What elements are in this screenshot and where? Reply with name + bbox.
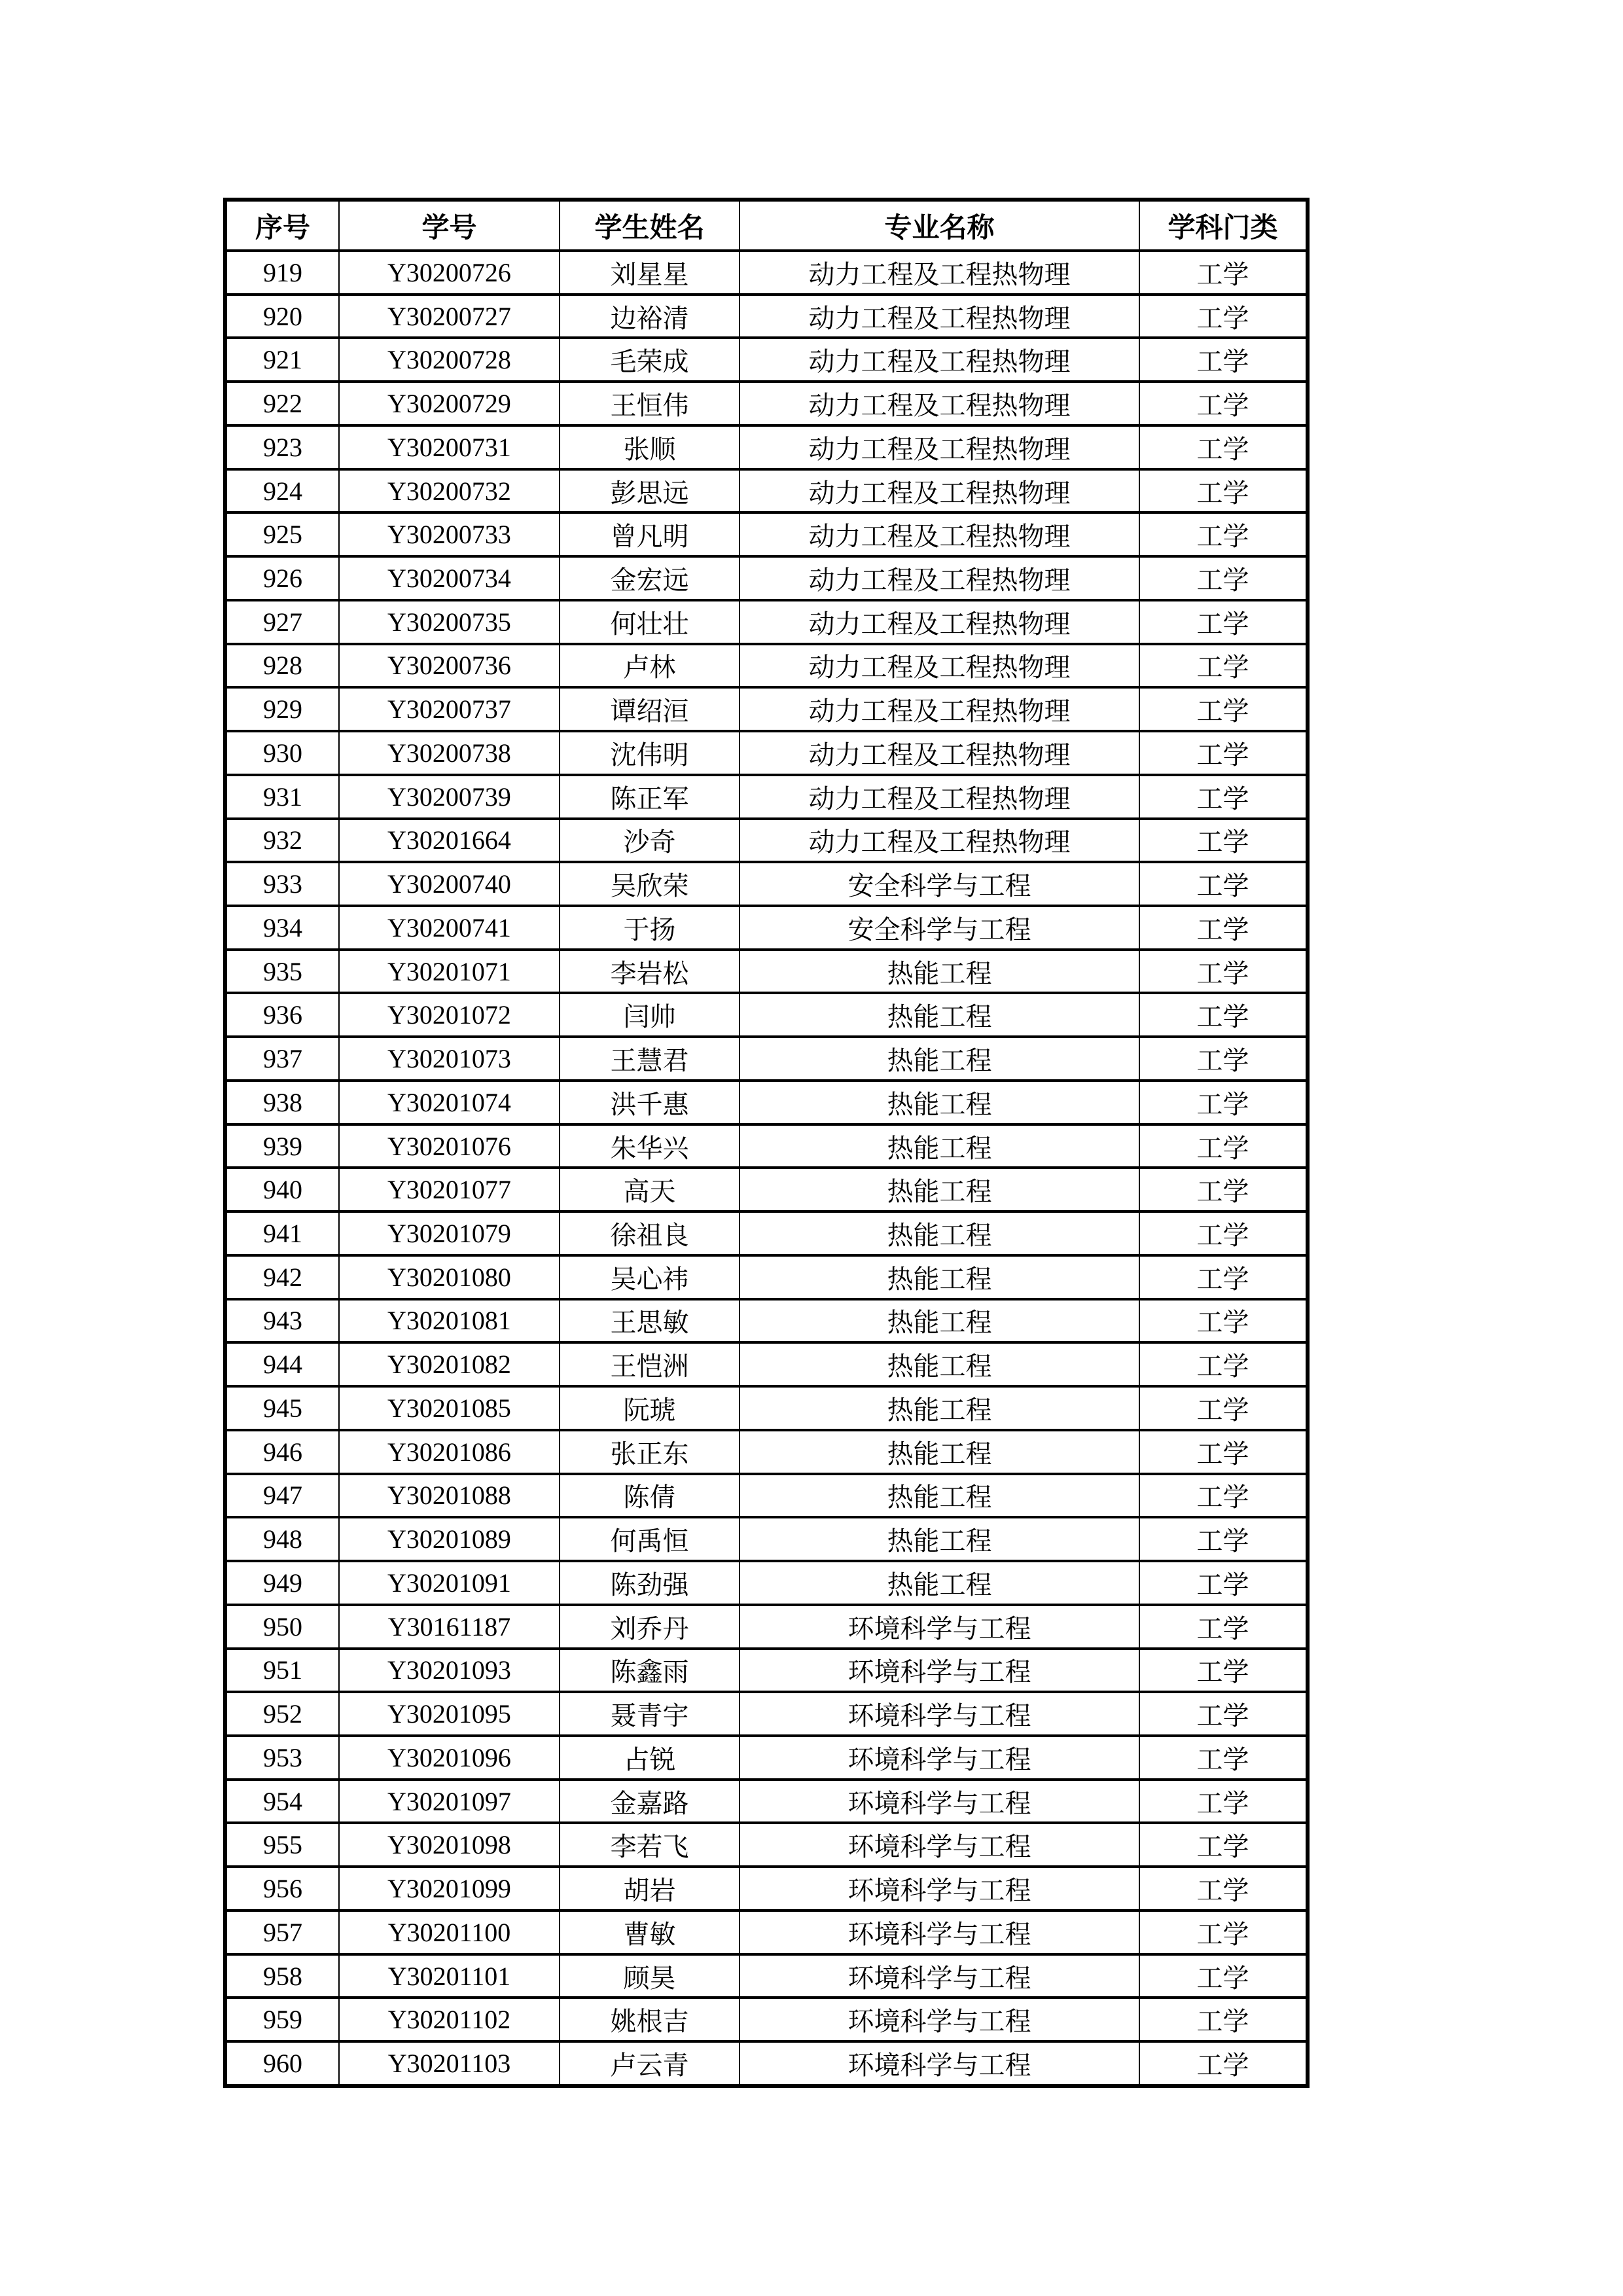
cell-student-name: 金宏远 [560, 556, 740, 600]
table-row [225, 1823, 1308, 1867]
cell-student-name: 吴欣荣 [560, 862, 740, 906]
table-row [225, 1211, 1308, 1255]
cell-student-name: 张正东 [560, 1430, 740, 1474]
cell-major-name: 安全科学与工程 [740, 906, 1139, 950]
cell-student-id: Y30201093 [339, 1649, 560, 1693]
cell-student-name: 王慧君 [560, 1037, 740, 1081]
cell-student-name: 卢林 [560, 644, 740, 688]
cell-discipline-category: 工学 [1139, 993, 1308, 1037]
cell-serial-number: 928 [225, 644, 339, 688]
cell-serial-number: 936 [225, 993, 339, 1037]
cell-serial-number: 945 [225, 1386, 339, 1430]
cell-serial-number: 958 [225, 1954, 339, 1998]
cell-student-name: 刘星星 [560, 251, 740, 295]
table-row [225, 1736, 1308, 1780]
cell-student-id: Y30201096 [339, 1736, 560, 1780]
cell-major-name: 环境科学与工程 [740, 1998, 1139, 2041]
cell-serial-number: 954 [225, 1780, 339, 1823]
cell-student-id: Y30201091 [339, 1561, 560, 1605]
cell-serial-number: 930 [225, 731, 339, 775]
cell-student-id: Y30200739 [339, 775, 560, 819]
cell-student-name: 陈倩 [560, 1474, 740, 1518]
table-row [225, 862, 1308, 906]
table-row [225, 469, 1308, 513]
cell-student-name: 曾凡明 [560, 512, 740, 556]
cell-student-name: 边裕清 [560, 295, 740, 338]
cell-serial-number: 946 [225, 1430, 339, 1474]
cell-discipline-category: 工学 [1139, 1692, 1308, 1736]
cell-student-name: 陈劲强 [560, 1561, 740, 1605]
cell-discipline-category: 工学 [1139, 1255, 1308, 1299]
cell-student-id: Y30201080 [339, 1255, 560, 1299]
cell-major-name: 动力工程及工程热物理 [740, 819, 1139, 863]
cell-student-name: 于扬 [560, 906, 740, 950]
cell-discipline-category: 工学 [1139, 2041, 1308, 2086]
cell-major-name: 热能工程 [740, 1081, 1139, 1124]
cell-discipline-category: 工学 [1139, 1124, 1308, 1168]
cell-major-name: 环境科学与工程 [740, 1954, 1139, 1998]
cell-student-name: 刘乔丹 [560, 1605, 740, 1649]
cell-discipline-category: 工学 [1139, 1037, 1308, 1081]
cell-student-id: Y30200741 [339, 906, 560, 950]
cell-student-id: Y30201072 [339, 993, 560, 1037]
cell-major-name: 动力工程及工程热物理 [740, 600, 1139, 644]
cell-major-name: 环境科学与工程 [740, 1736, 1139, 1780]
cell-discipline-category: 工学 [1139, 687, 1308, 731]
cell-serial-number: 923 [225, 425, 339, 469]
cell-student-id: Y30201099 [339, 1867, 560, 1910]
cell-major-name: 动力工程及工程热物理 [740, 644, 1139, 688]
cell-major-name: 热能工程 [740, 1561, 1139, 1605]
table-row [225, 950, 1308, 994]
cell-major-name: 环境科学与工程 [740, 2041, 1139, 2086]
cell-serial-number: 938 [225, 1081, 339, 1124]
cell-discipline-category: 工学 [1139, 1517, 1308, 1561]
cell-serial-number: 943 [225, 1299, 339, 1343]
cell-discipline-category: 工学 [1139, 338, 1308, 382]
cell-student-name: 闫帅 [560, 993, 740, 1037]
cell-major-name: 热能工程 [740, 1299, 1139, 1343]
table-row [225, 1561, 1308, 1605]
cell-student-name: 胡岩 [560, 1867, 740, 1910]
cell-serial-number: 937 [225, 1037, 339, 1081]
table-row [225, 1780, 1308, 1823]
cell-major-name: 热能工程 [740, 1211, 1139, 1255]
cell-discipline-category: 工学 [1139, 1561, 1308, 1605]
cell-discipline-category: 工学 [1139, 556, 1308, 600]
cell-serial-number: 939 [225, 1124, 339, 1168]
cell-discipline-category: 工学 [1139, 251, 1308, 295]
cell-student-id: Y30161187 [339, 1605, 560, 1649]
table-row [225, 819, 1308, 863]
cell-serial-number: 940 [225, 1168, 339, 1211]
cell-discipline-category: 工学 [1139, 906, 1308, 950]
cell-discipline-category: 工学 [1139, 1954, 1308, 1998]
cell-student-id: Y30200729 [339, 382, 560, 425]
table-row [225, 731, 1308, 775]
cell-student-id: Y30201081 [339, 1299, 560, 1343]
cell-student-name: 洪千惠 [560, 1081, 740, 1124]
cell-discipline-category: 工学 [1139, 1474, 1308, 1518]
cell-student-id: Y30200732 [339, 469, 560, 513]
table-row [225, 1867, 1308, 1910]
table-row [225, 1910, 1308, 1954]
cell-discipline-category: 工学 [1139, 1823, 1308, 1867]
table-row [225, 1517, 1308, 1561]
cell-student-id: Y30201100 [339, 1910, 560, 1954]
cell-student-name: 李岩松 [560, 950, 740, 994]
cell-student-id: Y30200735 [339, 600, 560, 644]
cell-discipline-category: 工学 [1139, 1211, 1308, 1255]
cell-discipline-category: 工学 [1139, 1299, 1308, 1343]
cell-major-name: 环境科学与工程 [740, 1605, 1139, 1649]
table-row [225, 1998, 1308, 2041]
cell-major-name: 热能工程 [740, 993, 1139, 1037]
cell-serial-number: 944 [225, 1342, 339, 1386]
cell-serial-number: 952 [225, 1692, 339, 1736]
table-row [225, 600, 1308, 644]
cell-major-name: 动力工程及工程热物理 [740, 382, 1139, 425]
table-row [225, 1342, 1308, 1386]
cell-major-name: 热能工程 [740, 1517, 1139, 1561]
cell-student-id: Y30200731 [339, 425, 560, 469]
cell-student-name: 陈鑫雨 [560, 1649, 740, 1693]
cell-discipline-category: 工学 [1139, 382, 1308, 425]
cell-major-name: 动力工程及工程热物理 [740, 731, 1139, 775]
cell-discipline-category: 工学 [1139, 512, 1308, 556]
cell-discipline-category: 工学 [1139, 1867, 1308, 1910]
cell-serial-number: 957 [225, 1910, 339, 1954]
cell-serial-number: 960 [225, 2041, 339, 2086]
header-row [225, 200, 1308, 251]
cell-major-name: 动力工程及工程热物理 [740, 338, 1139, 382]
cell-serial-number: 927 [225, 600, 339, 644]
col-header-student-name: 学生姓名 [560, 200, 740, 251]
table-row [225, 251, 1308, 295]
cell-student-name: 陈正军 [560, 775, 740, 819]
cell-student-name: 姚根吉 [560, 1998, 740, 2041]
cell-student-name: 金嘉路 [560, 1780, 740, 1823]
cell-student-name: 沙奇 [560, 819, 740, 863]
cell-major-name: 动力工程及工程热物理 [740, 775, 1139, 819]
cell-student-id: Y30201079 [339, 1211, 560, 1255]
cell-student-id: Y30201076 [339, 1124, 560, 1168]
cell-major-name: 环境科学与工程 [740, 1823, 1139, 1867]
cell-student-id: Y30201103 [339, 2041, 560, 2086]
cell-student-name: 李若飞 [560, 1823, 740, 1867]
cell-discipline-category: 工学 [1139, 862, 1308, 906]
col-header-major-name: 专业名称 [740, 200, 1139, 251]
cell-serial-number: 953 [225, 1736, 339, 1780]
cell-student-id: Y30200740 [339, 862, 560, 906]
table-row [225, 644, 1308, 688]
cell-student-id: Y30200736 [339, 644, 560, 688]
cell-student-name: 徐祖良 [560, 1211, 740, 1255]
cell-serial-number: 942 [225, 1255, 339, 1299]
cell-discipline-category: 工学 [1139, 819, 1308, 863]
table-row [225, 993, 1308, 1037]
cell-serial-number: 959 [225, 1998, 339, 2041]
table-row [225, 556, 1308, 600]
cell-discipline-category: 工学 [1139, 1386, 1308, 1430]
table-row [225, 295, 1308, 338]
cell-student-name: 顾昊 [560, 1954, 740, 1998]
cell-discipline-category: 工学 [1139, 1342, 1308, 1386]
cell-student-name: 高天 [560, 1168, 740, 1211]
cell-major-name: 热能工程 [740, 1255, 1139, 1299]
table-row [225, 1081, 1308, 1124]
cell-student-name: 何壮壮 [560, 600, 740, 644]
table-row [225, 1255, 1308, 1299]
cell-student-id: Y30201102 [339, 1998, 560, 2041]
cell-student-name: 沈伟明 [560, 731, 740, 775]
cell-serial-number: 921 [225, 338, 339, 382]
cell-student-id: Y30200737 [339, 687, 560, 731]
cell-major-name: 动力工程及工程热物理 [740, 425, 1139, 469]
cell-serial-number: 925 [225, 512, 339, 556]
cell-student-name: 何禹恒 [560, 1517, 740, 1561]
col-header-discipline-category: 学科门类 [1139, 200, 1308, 251]
cell-student-id: Y30201101 [339, 1954, 560, 1998]
cell-student-id: Y30201086 [339, 1430, 560, 1474]
cell-serial-number: 926 [225, 556, 339, 600]
cell-serial-number: 924 [225, 469, 339, 513]
table-body [225, 251, 1308, 2086]
cell-student-id: Y30201071 [339, 950, 560, 994]
table-row [225, 1605, 1308, 1649]
table-row [225, 1649, 1308, 1693]
cell-serial-number: 931 [225, 775, 339, 819]
cell-major-name: 环境科学与工程 [740, 1780, 1139, 1823]
cell-discipline-category: 工学 [1139, 600, 1308, 644]
cell-discipline-category: 工学 [1139, 1649, 1308, 1693]
cell-major-name: 动力工程及工程热物理 [740, 556, 1139, 600]
col-header-student-id: 学号 [339, 200, 560, 251]
table-row [225, 1299, 1308, 1343]
table-row [225, 1954, 1308, 1998]
cell-serial-number: 941 [225, 1211, 339, 1255]
cell-serial-number: 935 [225, 950, 339, 994]
cell-serial-number: 922 [225, 382, 339, 425]
cell-serial-number: 956 [225, 1867, 339, 1910]
cell-student-id: Y30200726 [339, 251, 560, 295]
table-row [225, 1692, 1308, 1736]
cell-discipline-category: 工学 [1139, 469, 1308, 513]
cell-student-id: Y30200727 [339, 295, 560, 338]
cell-serial-number: 951 [225, 1649, 339, 1693]
table-row [225, 1386, 1308, 1430]
table-row [225, 906, 1308, 950]
cell-discipline-category: 工学 [1139, 775, 1308, 819]
cell-major-name: 热能工程 [740, 1430, 1139, 1474]
cell-discipline-category: 工学 [1139, 731, 1308, 775]
cell-student-name: 毛荣成 [560, 338, 740, 382]
cell-major-name: 热能工程 [740, 1386, 1139, 1430]
cell-major-name: 热能工程 [740, 1037, 1139, 1081]
cell-major-name: 热能工程 [740, 1342, 1139, 1386]
cell-discipline-category: 工学 [1139, 425, 1308, 469]
cell-student-id: Y30201089 [339, 1517, 560, 1561]
cell-student-name: 王恒伟 [560, 382, 740, 425]
table-row [225, 1474, 1308, 1518]
cell-discipline-category: 工学 [1139, 1998, 1308, 2041]
table-row [225, 1430, 1308, 1474]
cell-major-name: 动力工程及工程热物理 [740, 687, 1139, 731]
col-header-serial-number: 序号 [225, 200, 339, 251]
table-row [225, 2041, 1308, 2086]
table-row [225, 1168, 1308, 1211]
cell-serial-number: 920 [225, 295, 339, 338]
table-row [225, 382, 1308, 425]
cell-serial-number: 947 [225, 1474, 339, 1518]
table-row [225, 1124, 1308, 1168]
cell-major-name: 动力工程及工程热物理 [740, 512, 1139, 556]
cell-student-name: 彭思远 [560, 469, 740, 513]
cell-student-id: Y30201077 [339, 1168, 560, 1211]
cell-serial-number: 933 [225, 862, 339, 906]
cell-major-name: 安全科学与工程 [740, 862, 1139, 906]
cell-discipline-category: 工学 [1139, 644, 1308, 688]
table-row [225, 1037, 1308, 1081]
cell-discipline-category: 工学 [1139, 1910, 1308, 1954]
student-roster-table [223, 198, 1310, 2088]
cell-student-id: Y30201073 [339, 1037, 560, 1081]
cell-major-name: 动力工程及工程热物理 [740, 295, 1139, 338]
cell-student-id: Y30200733 [339, 512, 560, 556]
cell-discipline-category: 工学 [1139, 1780, 1308, 1823]
cell-discipline-category: 工学 [1139, 1430, 1308, 1474]
cell-student-name: 谭绍洹 [560, 687, 740, 731]
cell-student-id: Y30201095 [339, 1692, 560, 1736]
cell-student-id: Y30201088 [339, 1474, 560, 1518]
cell-major-name: 环境科学与工程 [740, 1867, 1139, 1910]
cell-student-id: Y30200734 [339, 556, 560, 600]
cell-serial-number: 950 [225, 1605, 339, 1649]
cell-discipline-category: 工学 [1139, 295, 1308, 338]
table-row [225, 338, 1308, 382]
cell-student-name: 聂青宇 [560, 1692, 740, 1736]
cell-discipline-category: 工学 [1139, 1605, 1308, 1649]
cell-discipline-category: 工学 [1139, 1081, 1308, 1124]
cell-student-name: 占锐 [560, 1736, 740, 1780]
cell-student-id: Y30201085 [339, 1386, 560, 1430]
cell-student-name: 朱华兴 [560, 1124, 740, 1168]
cell-discipline-category: 工学 [1139, 950, 1308, 994]
cell-major-name: 环境科学与工程 [740, 1910, 1139, 1954]
cell-student-id: Y30201097 [339, 1780, 560, 1823]
cell-discipline-category: 工学 [1139, 1168, 1308, 1211]
cell-discipline-category: 工学 [1139, 1736, 1308, 1780]
cell-major-name: 热能工程 [740, 950, 1139, 994]
cell-major-name: 热能工程 [740, 1168, 1139, 1211]
cell-serial-number: 929 [225, 687, 339, 731]
cell-major-name: 动力工程及工程热物理 [740, 251, 1139, 295]
cell-student-name: 王恺洲 [560, 1342, 740, 1386]
cell-student-id: Y30201098 [339, 1823, 560, 1867]
cell-serial-number: 919 [225, 251, 339, 295]
cell-student-id: Y30201074 [339, 1081, 560, 1124]
cell-student-name: 张顺 [560, 425, 740, 469]
cell-major-name: 热能工程 [740, 1474, 1139, 1518]
cell-student-id: Y30200728 [339, 338, 560, 382]
cell-student-id: Y30200738 [339, 731, 560, 775]
table-row [225, 687, 1308, 731]
cell-serial-number: 949 [225, 1561, 339, 1605]
cell-serial-number: 955 [225, 1823, 339, 1867]
cell-major-name: 动力工程及工程热物理 [740, 469, 1139, 513]
cell-major-name: 环境科学与工程 [740, 1649, 1139, 1693]
cell-major-name: 环境科学与工程 [740, 1692, 1139, 1736]
cell-student-name: 曹敏 [560, 1910, 740, 1954]
cell-student-id: Y30201664 [339, 819, 560, 863]
table-row [225, 512, 1308, 556]
cell-student-name: 卢云青 [560, 2041, 740, 2086]
cell-serial-number: 934 [225, 906, 339, 950]
cell-student-id: Y30201082 [339, 1342, 560, 1386]
cell-major-name: 热能工程 [740, 1124, 1139, 1168]
cell-student-name: 阮琥 [560, 1386, 740, 1430]
cell-student-name: 吴心祎 [560, 1255, 740, 1299]
table-row [225, 775, 1308, 819]
table-row [225, 425, 1308, 469]
cell-serial-number: 932 [225, 819, 339, 863]
cell-serial-number: 948 [225, 1517, 339, 1561]
cell-student-name: 王思敏 [560, 1299, 740, 1343]
